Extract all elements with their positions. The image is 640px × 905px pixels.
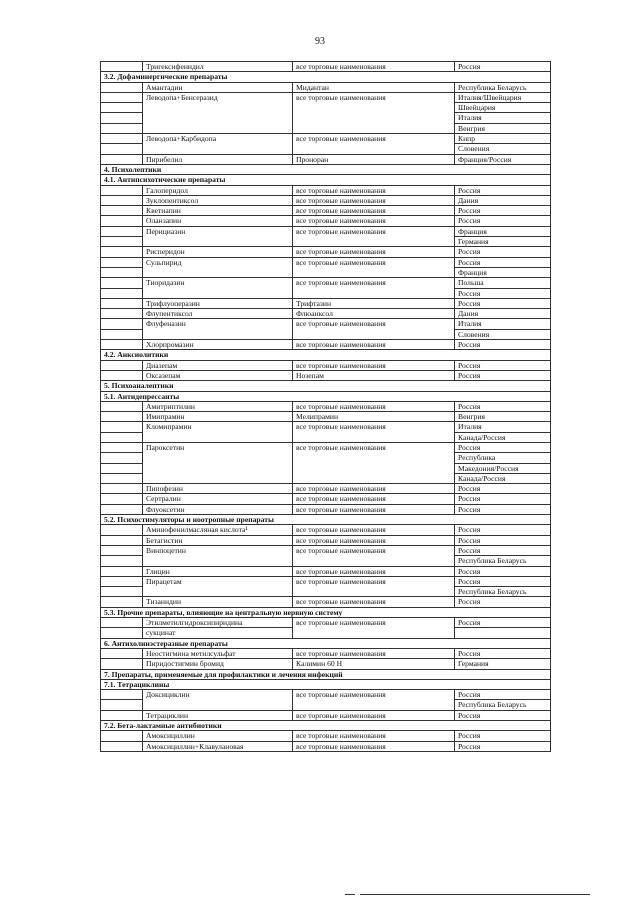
trade-name: все торговые наименования	[293, 566, 455, 576]
drug-name: Леводопа+Карбидопа	[143, 134, 293, 155]
trade-name: Флюанксол	[293, 309, 455, 319]
trade-name: все торговые наименования	[293, 195, 455, 205]
blank-cell	[101, 648, 143, 658]
blank-cell	[101, 525, 143, 535]
country: Россия	[455, 597, 551, 607]
blank-cell	[101, 340, 143, 350]
drug-row	[101, 545, 551, 555]
country: Россия	[455, 566, 551, 576]
section-row	[101, 638, 551, 648]
section-heading: 4.1. Антипсихотические препараты	[101, 175, 551, 185]
drug-row	[101, 319, 551, 329]
blank-cell	[101, 432, 143, 442]
drug-row	[101, 412, 551, 422]
trade-name: все торговые наименования	[293, 62, 455, 72]
blank-cell	[101, 545, 143, 555]
section-heading: 4.2. Анксиолитики	[101, 350, 551, 360]
drug-name: Доксициклин	[143, 690, 293, 711]
trade-name: все торговые наименования	[293, 618, 455, 639]
drug-row	[101, 257, 551, 267]
trade-name: все торговые наименования	[293, 278, 455, 299]
country: Россия	[455, 576, 551, 586]
section-row	[101, 381, 551, 391]
drug-row	[101, 195, 551, 205]
drug-row	[101, 401, 551, 411]
drug-name: Сертралин	[143, 494, 293, 504]
trade-name: все торговые наименования	[293, 401, 455, 411]
section-row	[101, 679, 551, 689]
drug-row	[101, 618, 551, 628]
trade-name: Проноран	[293, 154, 455, 164]
country: Италия/Швейцария	[455, 92, 551, 102]
drug-name: Амоксициллин+Клавулановая	[143, 741, 293, 751]
country: Франция	[455, 267, 551, 277]
blank-cell	[101, 422, 143, 432]
trade-name: все торговые наименования	[293, 257, 455, 278]
footer-divider	[360, 894, 590, 895]
blank-cell	[101, 576, 143, 586]
section-heading: 6. Антихолинэстеразные препараты	[101, 638, 551, 648]
drug-name: Оксазепам	[143, 370, 293, 380]
country: Швейцария	[455, 103, 551, 113]
blank-cell	[101, 741, 143, 751]
country: Россия	[455, 206, 551, 216]
country: Россия	[455, 690, 551, 700]
drug-name: Амитриптилин	[143, 401, 293, 411]
blank-cell	[101, 185, 143, 195]
blank-cell	[101, 113, 143, 123]
blank-cell	[101, 257, 143, 267]
section-row	[101, 350, 551, 360]
blank-cell	[101, 123, 143, 133]
trade-name: все торговые наименования	[293, 545, 455, 566]
drug-list-table	[100, 61, 551, 752]
blank-cell	[101, 360, 143, 370]
drug-row	[101, 134, 551, 144]
blank-cell	[101, 195, 143, 205]
drug-name: Сульпирид	[143, 257, 293, 278]
country: Канада/Россия	[455, 432, 551, 442]
blank-cell	[101, 504, 143, 514]
drug-name: Имипрамин	[143, 412, 293, 422]
drug-name: Зуклопентиксол	[143, 195, 293, 205]
trade-name: все торговые наименования	[293, 597, 455, 607]
country: Дания	[455, 195, 551, 205]
trade-name: все торговые наименования	[293, 442, 455, 483]
country: Франция	[455, 226, 551, 236]
blank-cell	[101, 92, 143, 102]
drug-row	[101, 690, 551, 700]
section-heading: 7.1. Тетрациклины	[101, 679, 551, 689]
trade-name: все торговые наименования	[293, 690, 455, 711]
drug-name: Амантадин	[143, 82, 293, 92]
trade-name: все торговые наименования	[293, 247, 455, 257]
drug-row	[101, 340, 551, 350]
country: Россия	[455, 648, 551, 658]
drug-name: Амоксициллин	[143, 731, 293, 741]
country: Франция/Россия	[455, 154, 551, 164]
country: Россия	[455, 545, 551, 555]
country: Россия	[455, 62, 551, 72]
blank-cell	[101, 267, 143, 277]
section-heading: 5. Психоаналептики	[101, 381, 551, 391]
drug-name: Пирацетам	[143, 576, 293, 597]
drug-name: Диазепам	[143, 360, 293, 370]
section-row	[101, 175, 551, 185]
drug-row	[101, 309, 551, 319]
trade-name: Калимин 60 Н	[293, 659, 455, 669]
trade-name: все торговые наименования	[293, 731, 455, 741]
blank-cell	[101, 216, 143, 226]
blank-cell	[101, 535, 143, 545]
drug-name: Пиридостигмин бромид	[143, 659, 293, 669]
blank-cell	[101, 103, 143, 113]
drug-name-line: сукцинат	[143, 628, 293, 638]
blank-cell	[101, 442, 143, 452]
country: Россия	[455, 185, 551, 195]
drug-name: Бетагистин	[143, 535, 293, 545]
trade-name: все торговые наименования	[293, 226, 455, 247]
drug-row	[101, 370, 551, 380]
section-row	[101, 607, 551, 617]
drug-row	[101, 659, 551, 669]
blank-cell	[101, 298, 143, 308]
drug-name: Трифлуоперазин	[143, 298, 293, 308]
blank-cell	[101, 566, 143, 576]
trade-name: все торговые наименования	[293, 206, 455, 216]
blank-cell	[101, 484, 143, 494]
drug-name: Флупентиксол	[143, 309, 293, 319]
drug-row	[101, 710, 551, 720]
blank-cell	[101, 206, 143, 216]
blank-cell	[101, 700, 143, 710]
drug-name: Этилметилгидроксипиридина	[143, 618, 293, 628]
blank-cell	[101, 587, 143, 597]
section-heading: 5.2. Психостимуляторы и ноотропные препараты	[101, 515, 551, 525]
drug-row	[101, 741, 551, 751]
drug-row	[101, 731, 551, 741]
section-heading: 3.2. Дофаминергические препараты	[101, 72, 551, 82]
country: Россия	[455, 535, 551, 545]
country: Россия	[455, 710, 551, 720]
drug-row	[101, 504, 551, 514]
section-heading: 7.2. Бета-лактамные антибиотики	[101, 721, 551, 731]
trade-name: все торговые наименования	[293, 360, 455, 370]
country: Словения	[455, 144, 551, 154]
country: Республика Беларусь	[455, 700, 551, 710]
trade-name: Мелипрамин	[293, 412, 455, 422]
blank-cell	[101, 237, 143, 247]
country: Россия	[455, 484, 551, 494]
drug-name: Кломипрамин	[143, 422, 293, 443]
blank-cell	[101, 731, 143, 741]
trade-name: все торговые наименования	[293, 576, 455, 597]
trade-name: все торговые наименования	[293, 525, 455, 535]
country: Россия	[455, 618, 551, 628]
blank-cell	[101, 247, 143, 257]
trade-name: Мидантан	[293, 82, 455, 92]
trade-name: все торговые наименования	[293, 741, 455, 751]
drug-row	[101, 535, 551, 545]
trade-name: все торговые наименования	[293, 216, 455, 226]
section-heading: 4. Психолептики	[101, 164, 551, 174]
blank-cell	[101, 401, 143, 411]
country: Россия	[455, 504, 551, 514]
drug-row	[101, 422, 551, 432]
trade-name: все торговые наименования	[293, 484, 455, 494]
drug-name: Галоперидол	[143, 185, 293, 195]
drug-row	[101, 494, 551, 504]
country: Германия	[455, 659, 551, 669]
country: Россия	[455, 216, 551, 226]
drug-name: Перициазин	[143, 226, 293, 247]
country: Италия	[455, 319, 551, 329]
country: Россия	[455, 741, 551, 751]
section-heading: 7. Препараты, применяемые для профилактики и лечения инфекций	[101, 669, 551, 679]
blank-cell	[101, 144, 143, 154]
drug-name: Тетрациклин	[143, 710, 293, 720]
blank-cell	[101, 556, 143, 566]
drug-name: Винпоцетин	[143, 545, 293, 566]
drug-row	[101, 206, 551, 216]
drug-row	[101, 185, 551, 195]
drug-name: Глицин	[143, 566, 293, 576]
drug-name: Пароксетин	[143, 442, 293, 483]
country: Россия	[455, 257, 551, 267]
trade-name: все торговые наименования	[293, 710, 455, 720]
trade-name: Нозепам	[293, 370, 455, 380]
country: Кипр	[455, 134, 551, 144]
country: Россия	[455, 731, 551, 741]
page-number: 93	[315, 36, 325, 47]
country: Россия	[455, 401, 551, 411]
blank-cell	[101, 494, 143, 504]
drug-row	[101, 82, 551, 92]
drug-name: Рисперидон	[143, 247, 293, 257]
drug-row	[101, 154, 551, 164]
drug-row	[101, 278, 551, 288]
country: Польша	[455, 278, 551, 288]
section-row	[101, 721, 551, 731]
country: Словения	[455, 329, 551, 339]
blank-cell	[101, 690, 143, 700]
trade-name: все торговые наименования	[293, 648, 455, 658]
drug-row	[101, 484, 551, 494]
country: Республика Беларусь	[455, 82, 551, 92]
country: Венгрия	[455, 412, 551, 422]
country: Италия	[455, 113, 551, 123]
blank-cell	[101, 618, 143, 628]
section-row	[101, 164, 551, 174]
blank-cell	[101, 82, 143, 92]
trade-name: все торговые наименования	[293, 504, 455, 514]
blank-cell	[101, 154, 143, 164]
country: Россия	[455, 288, 551, 298]
drug-row	[101, 62, 551, 72]
trade-name: все торговые наименования	[293, 535, 455, 545]
blank-cell	[101, 473, 143, 483]
drug-row	[101, 576, 551, 586]
drug-row	[101, 216, 551, 226]
trade-name: все торговые наименования	[293, 92, 455, 133]
drug-name: Флуфеназин	[143, 319, 293, 340]
country: Россия	[455, 370, 551, 380]
section-row	[101, 669, 551, 679]
trade-name: все торговые наименования	[293, 319, 455, 340]
blank-cell	[101, 319, 143, 329]
country: Республика Беларусь	[455, 587, 551, 597]
blank-cell	[101, 370, 143, 380]
drug-row	[101, 442, 551, 452]
drug-row	[101, 247, 551, 257]
drug-row	[101, 525, 551, 535]
drug-name: Пирибелил	[143, 154, 293, 164]
trade-name: все торговые наименования	[293, 185, 455, 195]
blank-cell	[101, 628, 143, 638]
trade-name: все торговые наименования	[293, 340, 455, 350]
drug-name: Неостигмина метилсульфат	[143, 648, 293, 658]
country: Канада/Россия	[455, 473, 551, 483]
blank-cell	[101, 453, 143, 463]
country: Республика Беларусь	[455, 556, 551, 566]
blank-cell	[101, 278, 143, 288]
drug-name: Хлорпромазин	[143, 340, 293, 350]
drug-row	[101, 360, 551, 370]
country: Россия	[455, 360, 551, 370]
country: Россия	[455, 340, 551, 350]
footer-divider-short	[345, 894, 355, 895]
section-row	[101, 515, 551, 525]
blank-cell	[101, 710, 143, 720]
section-row	[101, 391, 551, 401]
country: Дания	[455, 309, 551, 319]
section-heading: 5.1. Антидепрессанты	[101, 391, 551, 401]
section-heading: 5.3. Прочие препараты, влияющие на центральную нервную систему	[101, 607, 551, 617]
country: Германия	[455, 237, 551, 247]
blank-cell	[101, 463, 143, 473]
drug-row	[101, 226, 551, 236]
drug-row	[101, 92, 551, 102]
drug-row	[101, 298, 551, 308]
blank-cell	[101, 226, 143, 236]
country	[455, 628, 551, 638]
drug-name: Оланзапин	[143, 216, 293, 226]
trade-name: Трифтазин	[293, 298, 455, 308]
drug-name: Тригексифенидил	[143, 62, 293, 72]
blank-cell	[101, 659, 143, 669]
drug-row	[101, 566, 551, 576]
country: Республика	[455, 453, 551, 463]
country: Россия	[455, 525, 551, 535]
blank-cell	[101, 412, 143, 422]
country: Россия	[455, 298, 551, 308]
section-row	[101, 72, 551, 82]
drug-row	[101, 648, 551, 658]
country: Венгрия	[455, 123, 551, 133]
blank-cell	[101, 62, 143, 72]
trade-name: все торговые наименования	[293, 494, 455, 504]
drug-name: Пипофезин	[143, 484, 293, 494]
drug-name: Кветиапин	[143, 206, 293, 216]
drug-name: Флуоксетин	[143, 504, 293, 514]
drug-name: Тизанидин	[143, 597, 293, 607]
drug-name: Леводопа+Бенсеразид	[143, 92, 293, 133]
blank-cell	[101, 309, 143, 319]
blank-cell	[101, 597, 143, 607]
country: Македония/Россия	[455, 463, 551, 473]
country: Россия	[455, 494, 551, 504]
blank-cell	[101, 329, 143, 339]
trade-name: все торговые наименования	[293, 134, 455, 155]
trade-name: все торговые наименования	[293, 422, 455, 443]
country: Россия	[455, 442, 551, 452]
country: Россия	[455, 247, 551, 257]
drug-name: Аминофенилмасляная кислота¹	[143, 525, 293, 535]
blank-cell	[101, 134, 143, 144]
country: Италия	[455, 422, 551, 432]
drug-name: Тиоридазин	[143, 278, 293, 299]
blank-cell	[101, 288, 143, 298]
drug-row	[101, 597, 551, 607]
